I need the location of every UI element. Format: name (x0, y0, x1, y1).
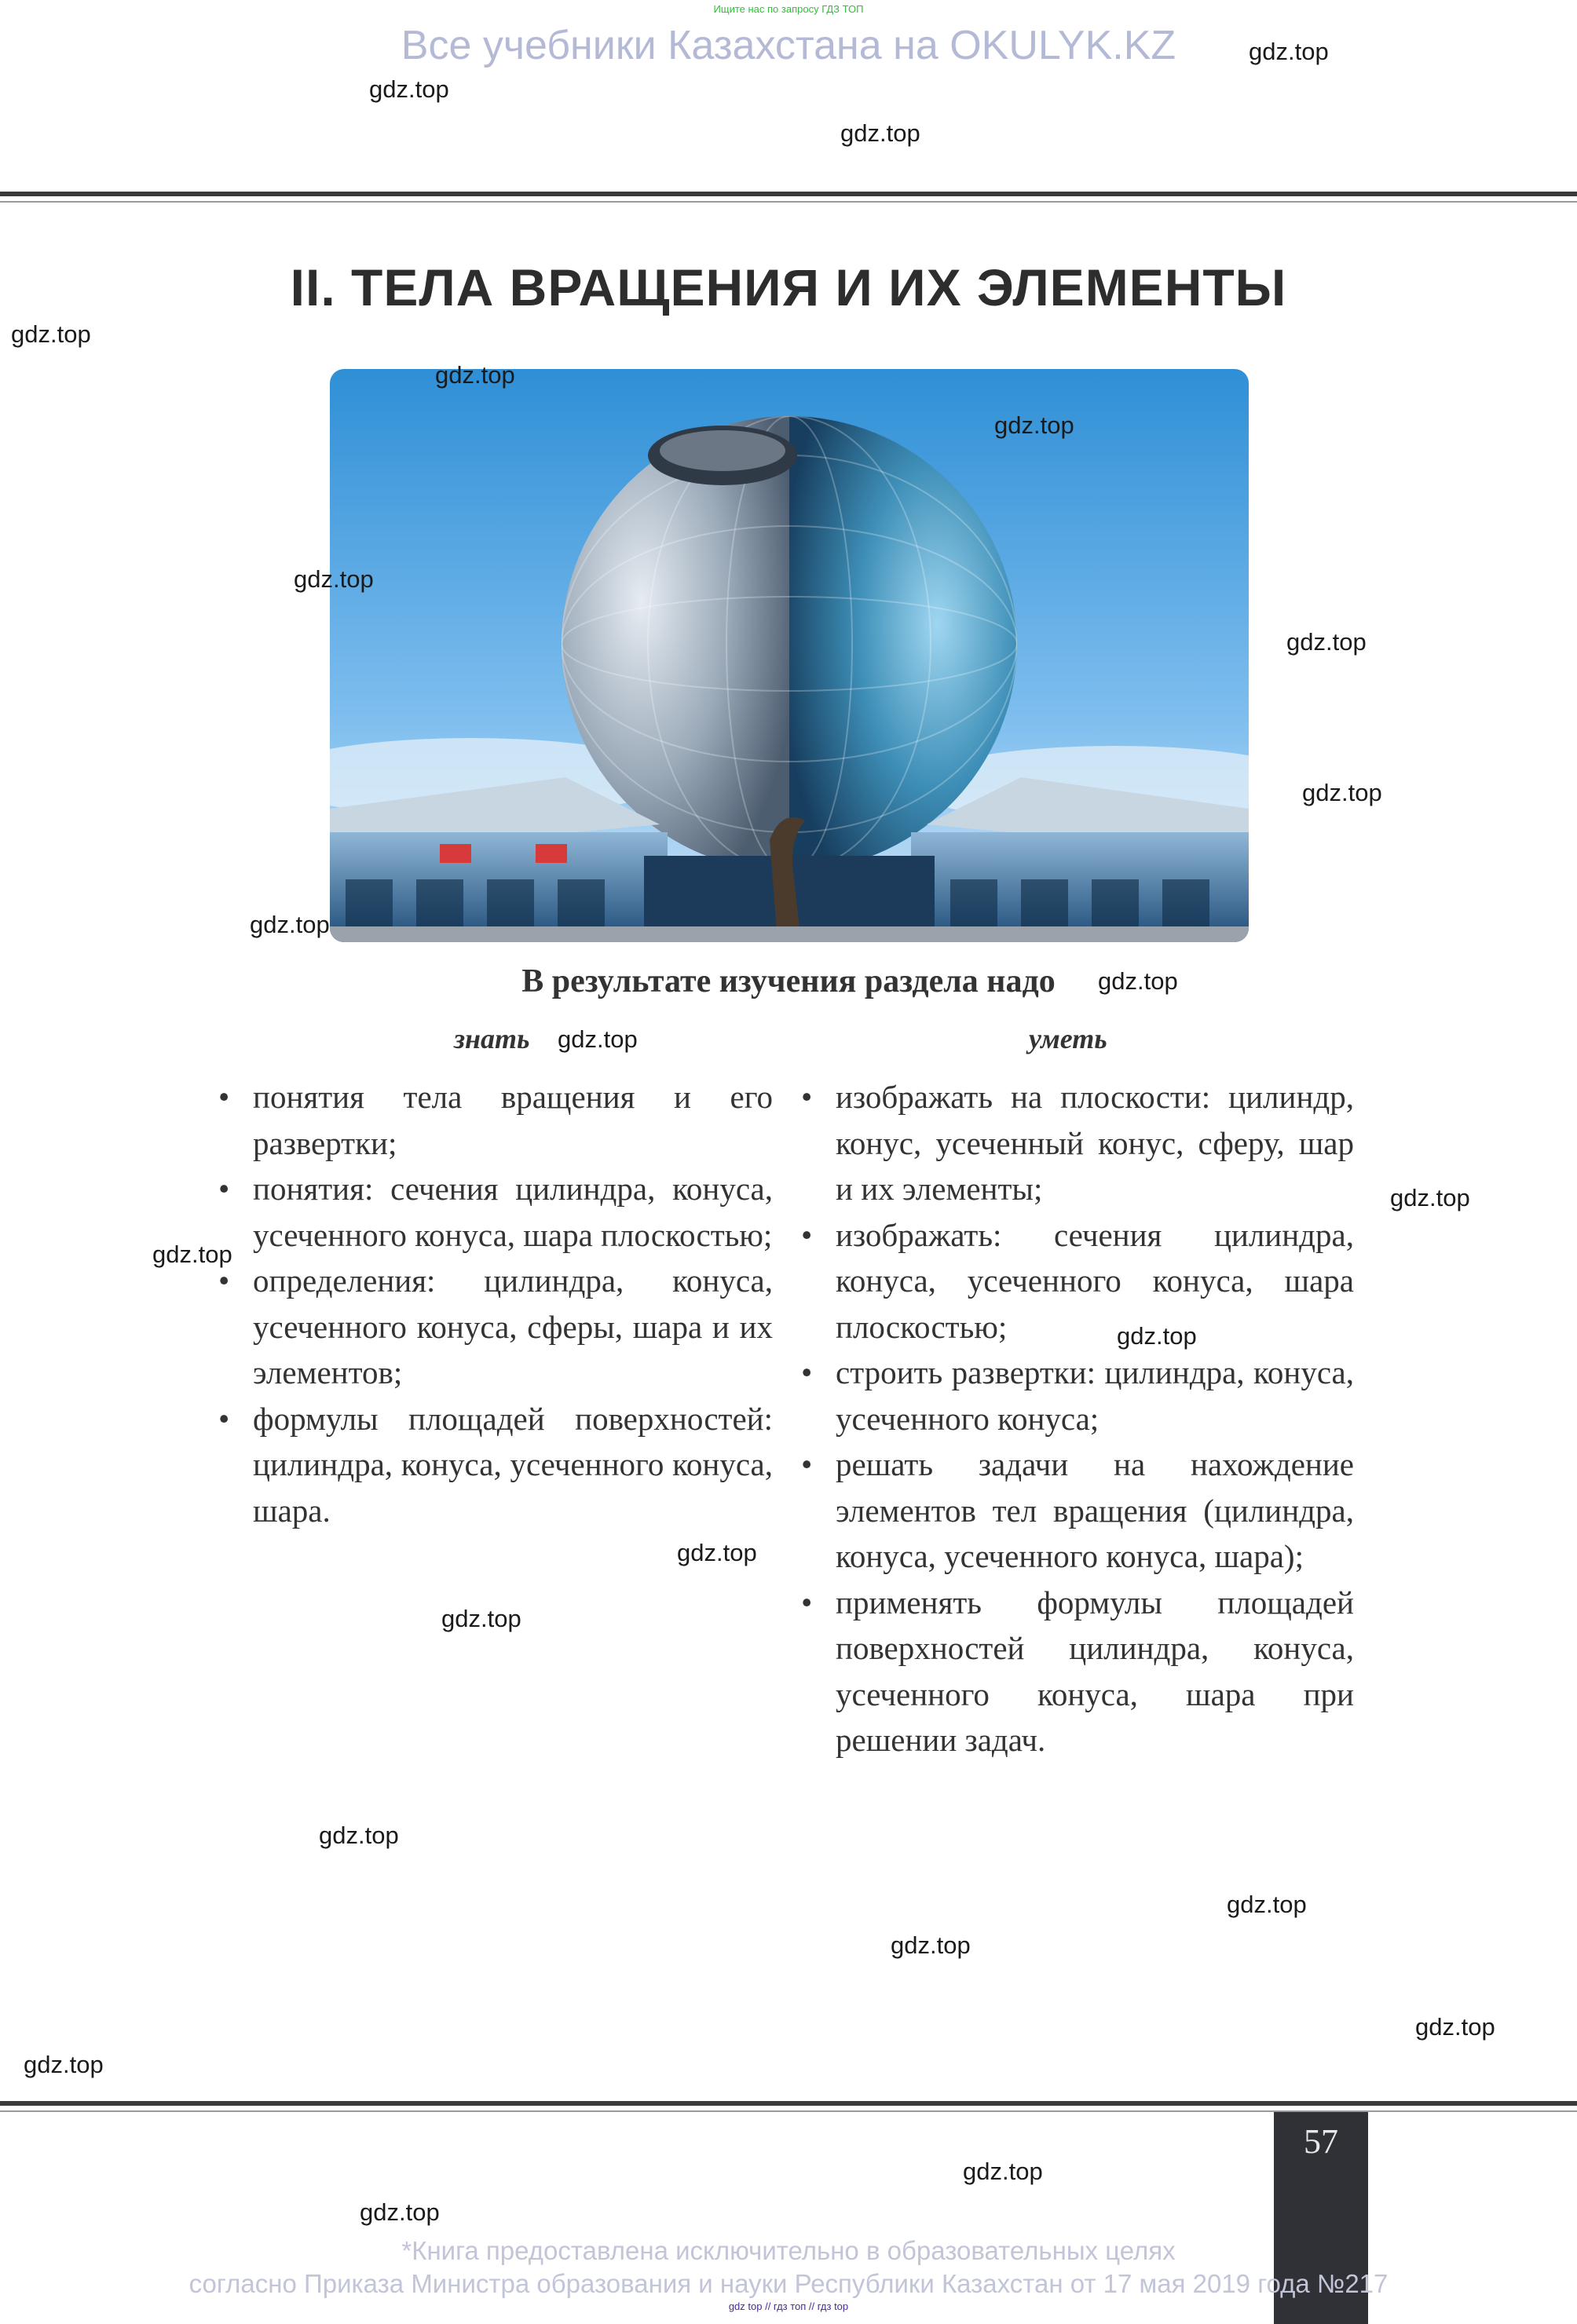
watermark: gdz.top (250, 911, 330, 938)
top-divider-thin (0, 201, 1577, 203)
site-title[interactable]: Все учебники Казахстана на OKULYK.KZ (401, 23, 1176, 68)
list-item: • решать задачи на нахождение элементов тел вращения (цилиндра, конуса, усеченного конуса, шара); (795, 1442, 1354, 1580)
sphere-building-photo (330, 369, 1249, 942)
watermark: gdz.top (963, 2158, 1043, 2185)
watermark: gdz.top (677, 1539, 757, 1566)
list-item: • понятия: сечения цилиндра, конуса, усеченного конуса, шара плоскостью; (212, 1166, 773, 1258)
search-hint: Ищите нас по запросу ГДЗ ТОП (713, 3, 864, 15)
list-item: • изображать: сечения цилиндра, конуса, усеченного конуса, шара плоскостью; (795, 1212, 1354, 1350)
can-heading: уметь (1029, 1023, 1107, 1054)
footer-notice-line2: согласно Приказа Министра образования и науки Республики Казахстан от 17 мая 2019 года №217 (188, 2269, 1389, 2298)
watermark: gdz.top (891, 1931, 971, 1959)
can-list (795, 1074, 1354, 1763)
footer-notice-line1: *Книга предоставлена исключительно в образовательных целях (401, 2236, 1176, 2265)
watermark: gdz.top (152, 1241, 232, 1268)
watermark: gdz.top (441, 1605, 521, 1632)
bottom-divider (0, 2101, 1577, 2106)
footer-links[interactable]: gdz top // гдз топ // гдз top (728, 2300, 849, 2312)
list-item: • формулы площадей поверхностей: цилиндра, конуса, усеченного конуса, шара. (212, 1396, 773, 1534)
watermark: gdz.top (369, 75, 449, 103)
watermark: gdz.top (24, 2051, 104, 2078)
watermark: gdz.top (1286, 628, 1367, 656)
know-list (212, 1074, 773, 1533)
page-number: 57 (1304, 2122, 1338, 2161)
watermark: gdz.top (294, 565, 374, 593)
watermark: gdz.top (11, 320, 91, 348)
watermark: gdz.top (1415, 2013, 1495, 2041)
watermark: gdz.top (360, 2198, 440, 2226)
watermark: gdz.top (994, 411, 1074, 439)
watermark: gdz.top (840, 119, 920, 147)
list-item: • применять формулы площадей поверхностей цилиндра, конуса, усеченного конуса, шара при решении задач. (795, 1580, 1354, 1763)
watermark: gdz.top (1249, 38, 1329, 65)
list-item: • строить развертки: цилиндра, конуса, усеченного конуса; (795, 1350, 1354, 1442)
list-item: • определения: цилиндра, конуса, усеченного конуса, сферы, шара и их элементов; (212, 1258, 773, 1396)
watermark: gdz.top (1390, 1184, 1470, 1211)
chapter-title: II. ТЕЛА ВРАЩЕНИЯ И ИХ ЭЛЕМЕНТЫ (290, 258, 1287, 316)
watermark: gdz.top (1302, 779, 1382, 806)
watermark: gdz.top (1227, 1891, 1307, 1918)
result-heading: В результате изучения раздела надо (521, 963, 1056, 999)
watermark: gdz.top (319, 1822, 399, 1849)
top-divider (0, 192, 1577, 196)
watermark: gdz.top (1098, 967, 1178, 995)
list-item: • изображать на плоскости: цилиндр, конус, усеченный конус, сферу, шар и их элементы; (795, 1074, 1354, 1212)
watermark: gdz.top (1117, 1322, 1197, 1350)
watermark: gdz.top (435, 361, 515, 389)
know-heading: знать (454, 1023, 530, 1054)
list-item: • понятия тела вращения и его развертки; (212, 1074, 773, 1166)
watermark: gdz.top (558, 1025, 638, 1053)
